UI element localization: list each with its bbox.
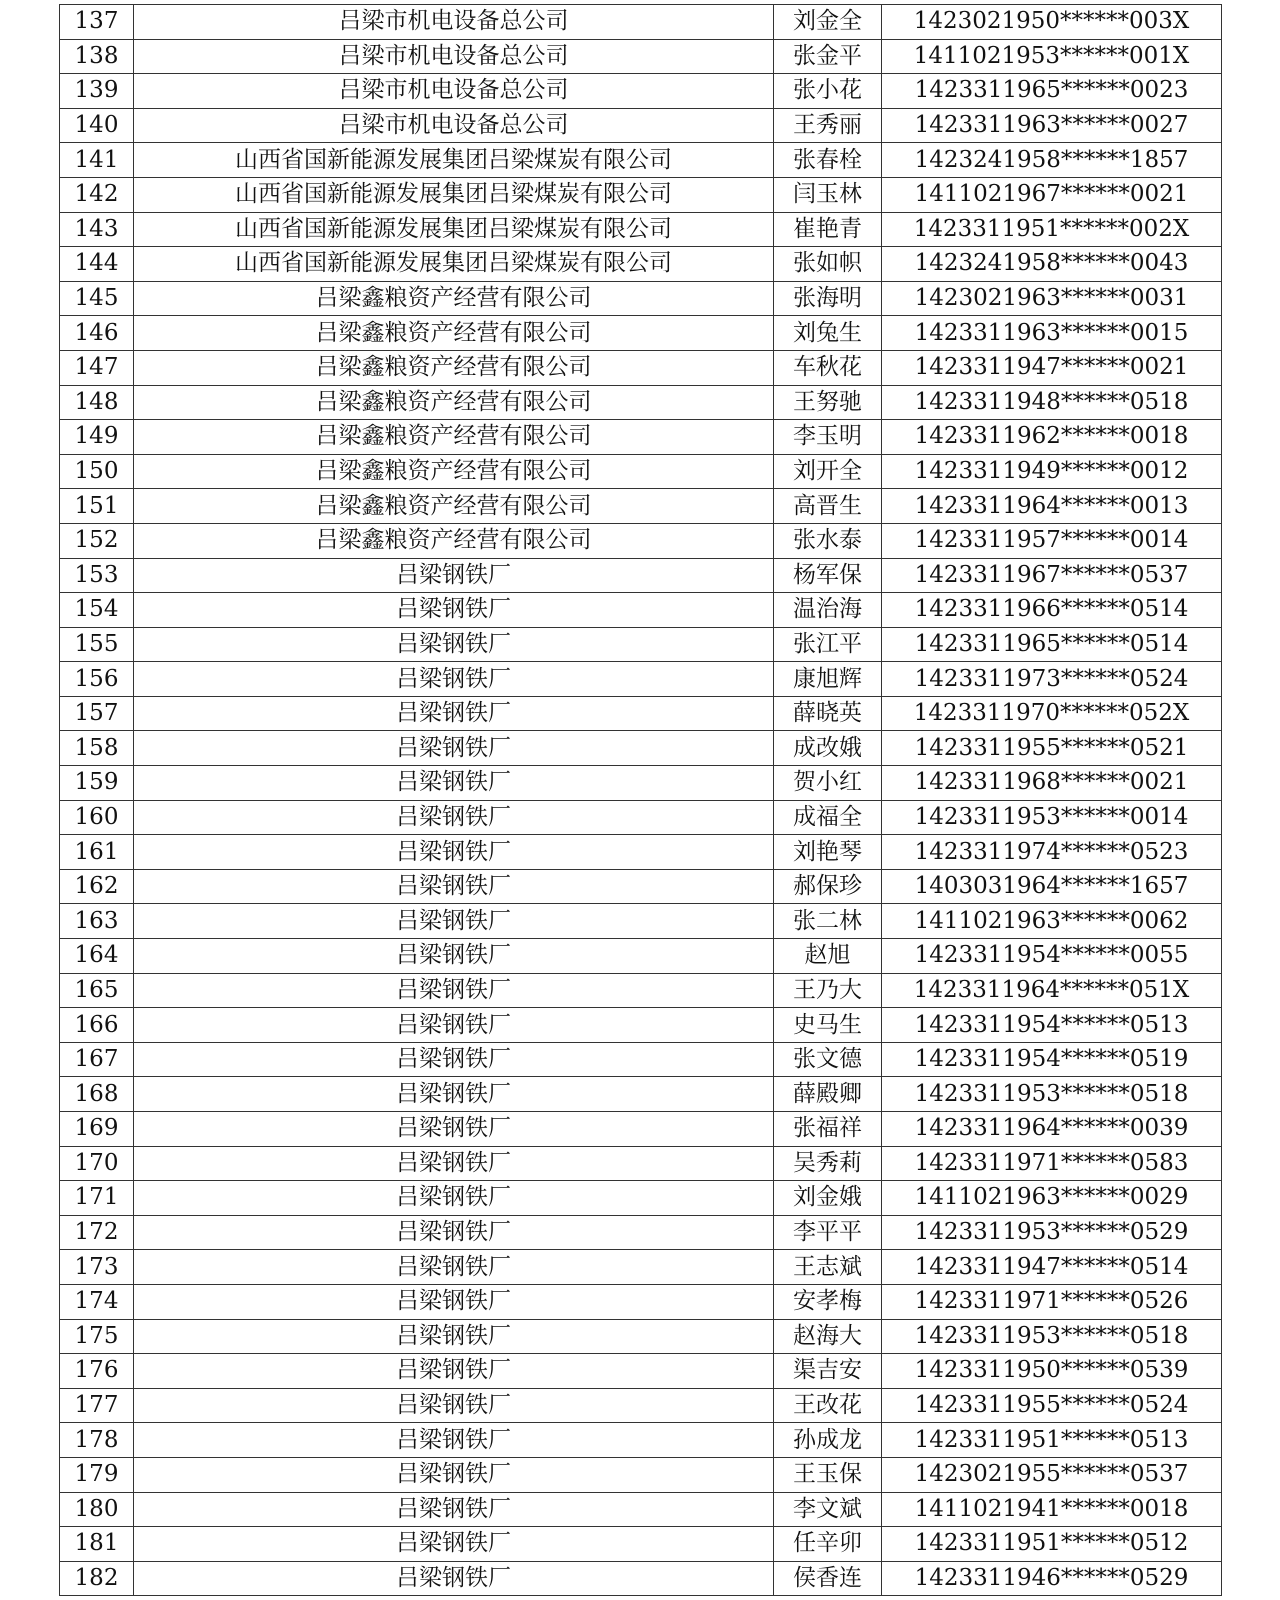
id-number-cell: 1423311947******0021 [882, 350, 1222, 385]
person-name-cell: 安孝梅 [774, 1284, 882, 1319]
table-row [60, 904, 1222, 939]
table-row [60, 1457, 1222, 1492]
table-row [60, 1284, 1222, 1319]
row-number-cell: 141 [60, 143, 134, 178]
id-number-cell: 1423311974******0523 [882, 835, 1222, 870]
row-number-cell: 146 [60, 316, 134, 351]
row-number-cell: 170 [60, 1146, 134, 1181]
id-number-cell: 1411021963******0062 [882, 904, 1222, 939]
person-name-cell: 郝保珍 [774, 869, 882, 904]
unit-name-cell: 吕梁市机电设备总公司 [134, 108, 774, 143]
unit-name-cell: 吕梁钢铁厂 [134, 1319, 774, 1354]
table-row [60, 1354, 1222, 1389]
unit-name-cell: 吕梁鑫粮资产经营有限公司 [134, 523, 774, 558]
id-number-cell: 1411021967******0021 [882, 177, 1222, 212]
unit-name-cell: 吕梁钢铁厂 [134, 696, 774, 731]
table-row [60, 1146, 1222, 1181]
person-name-cell: 张海明 [774, 281, 882, 316]
unit-name-cell: 吕梁钢铁厂 [134, 1388, 774, 1423]
row-number-cell: 172 [60, 1215, 134, 1250]
person-name-cell: 渠吉安 [774, 1354, 882, 1389]
table-row [60, 281, 1222, 316]
row-number-cell: 160 [60, 800, 134, 835]
person-name-cell: 薛殿卿 [774, 1077, 882, 1112]
unit-name-cell: 吕梁钢铁厂 [134, 1561, 774, 1596]
id-number-cell: 1423311957******0014 [882, 523, 1222, 558]
id-number-cell: 1423311963******0027 [882, 108, 1222, 143]
id-number-cell: 1423311953******0014 [882, 800, 1222, 835]
table-row [60, 1527, 1222, 1562]
unit-name-cell: 吕梁钢铁厂 [134, 558, 774, 593]
row-number-cell: 180 [60, 1492, 134, 1527]
table-row [60, 523, 1222, 558]
id-number-cell: 1423311968******0021 [882, 766, 1222, 801]
person-name-cell: 赵旭 [774, 939, 882, 974]
id-number-cell: 1411021941******0018 [882, 1492, 1222, 1527]
unit-name-cell: 吕梁钢铁厂 [134, 1077, 774, 1112]
id-number-cell: 1423311948******0518 [882, 385, 1222, 420]
unit-name-cell: 吕梁鑫粮资产经营有限公司 [134, 385, 774, 420]
row-number-cell: 143 [60, 212, 134, 247]
table-row [60, 143, 1222, 178]
row-number-cell: 164 [60, 939, 134, 974]
unit-name-cell: 吕梁钢铁厂 [134, 1527, 774, 1562]
unit-name-cell: 吕梁钢铁厂 [134, 1250, 774, 1285]
row-number-cell: 182 [60, 1561, 134, 1596]
unit-name-cell: 山西省国新能源发展集团吕梁煤炭有限公司 [134, 177, 774, 212]
id-number-cell: 1423311964******0039 [882, 1112, 1222, 1147]
unit-name-cell: 吕梁钢铁厂 [134, 835, 774, 870]
table-row [60, 420, 1222, 455]
table-row [60, 212, 1222, 247]
person-name-cell: 崔艳青 [774, 212, 882, 247]
person-name-cell: 张福祥 [774, 1112, 882, 1147]
row-number-cell: 138 [60, 39, 134, 74]
unit-name-cell: 吕梁钢铁厂 [134, 973, 774, 1008]
row-number-cell: 168 [60, 1077, 134, 1112]
person-name-cell: 刘开全 [774, 454, 882, 489]
table-row [60, 316, 1222, 351]
id-number-cell: 1423021955******0537 [882, 1457, 1222, 1492]
roster-table [59, 4, 1222, 1596]
row-number-cell: 139 [60, 74, 134, 109]
person-name-cell: 刘金全 [774, 5, 882, 40]
table-row [60, 1423, 1222, 1458]
person-name-cell: 任辛卯 [774, 1527, 882, 1562]
person-name-cell: 高晋生 [774, 489, 882, 524]
person-name-cell: 侯香连 [774, 1561, 882, 1596]
row-number-cell: 148 [60, 385, 134, 420]
id-number-cell: 1423311954******0513 [882, 1008, 1222, 1043]
row-number-cell: 163 [60, 904, 134, 939]
row-number-cell: 156 [60, 662, 134, 697]
row-number-cell: 175 [60, 1319, 134, 1354]
person-name-cell: 车秋花 [774, 350, 882, 385]
unit-name-cell: 吕梁钢铁厂 [134, 766, 774, 801]
unit-name-cell: 吕梁钢铁厂 [134, 1008, 774, 1043]
person-name-cell: 刘艳琴 [774, 835, 882, 870]
unit-name-cell: 山西省国新能源发展集团吕梁煤炭有限公司 [134, 247, 774, 282]
table-row [60, 1112, 1222, 1147]
table-row [60, 627, 1222, 662]
unit-name-cell: 吕梁钢铁厂 [134, 1457, 774, 1492]
person-name-cell: 张如帜 [774, 247, 882, 282]
table-row [60, 350, 1222, 385]
id-number-cell: 1423311966******0514 [882, 593, 1222, 628]
unit-name-cell: 吕梁钢铁厂 [134, 1215, 774, 1250]
table-row [60, 766, 1222, 801]
person-name-cell: 张江平 [774, 627, 882, 662]
row-number-cell: 167 [60, 1042, 134, 1077]
person-name-cell: 王秀丽 [774, 108, 882, 143]
row-number-cell: 144 [60, 247, 134, 282]
id-number-cell: 1423311949******0012 [882, 454, 1222, 489]
unit-name-cell: 吕梁市机电设备总公司 [134, 5, 774, 40]
person-name-cell: 张二林 [774, 904, 882, 939]
person-name-cell: 薛晓英 [774, 696, 882, 731]
person-name-cell: 李平平 [774, 1215, 882, 1250]
id-number-cell: 1423311954******0519 [882, 1042, 1222, 1077]
id-number-cell: 1423311963******0015 [882, 316, 1222, 351]
id-number-cell: 1423311953******0518 [882, 1319, 1222, 1354]
unit-name-cell: 山西省国新能源发展集团吕梁煤炭有限公司 [134, 143, 774, 178]
unit-name-cell: 吕梁钢铁厂 [134, 1181, 774, 1216]
row-number-cell: 152 [60, 523, 134, 558]
unit-name-cell: 吕梁钢铁厂 [134, 1354, 774, 1389]
row-number-cell: 179 [60, 1457, 134, 1492]
person-name-cell: 史马生 [774, 1008, 882, 1043]
person-name-cell: 赵海大 [774, 1319, 882, 1354]
row-number-cell: 177 [60, 1388, 134, 1423]
id-number-cell: 1423311953******0529 [882, 1215, 1222, 1250]
row-number-cell: 181 [60, 1527, 134, 1562]
person-name-cell: 成改娥 [774, 731, 882, 766]
unit-name-cell: 吕梁钢铁厂 [134, 593, 774, 628]
id-number-cell: 1423311964******0013 [882, 489, 1222, 524]
row-number-cell: 171 [60, 1181, 134, 1216]
id-number-cell: 1423311950******0539 [882, 1354, 1222, 1389]
unit-name-cell: 山西省国新能源发展集团吕梁煤炭有限公司 [134, 212, 774, 247]
unit-name-cell: 吕梁市机电设备总公司 [134, 39, 774, 74]
table-row [60, 74, 1222, 109]
id-number-cell: 1423311951******0513 [882, 1423, 1222, 1458]
row-number-cell: 165 [60, 973, 134, 1008]
person-name-cell: 孙成龙 [774, 1423, 882, 1458]
person-name-cell: 成福全 [774, 800, 882, 835]
unit-name-cell: 吕梁钢铁厂 [134, 1284, 774, 1319]
unit-name-cell: 吕梁鑫粮资产经营有限公司 [134, 454, 774, 489]
unit-name-cell: 吕梁市机电设备总公司 [134, 74, 774, 109]
unit-name-cell: 吕梁钢铁厂 [134, 939, 774, 974]
table-row [60, 1042, 1222, 1077]
id-number-cell: 1423021963******0031 [882, 281, 1222, 316]
table-row [60, 1492, 1222, 1527]
id-number-cell: 1423311965******0514 [882, 627, 1222, 662]
person-name-cell: 张水泰 [774, 523, 882, 558]
unit-name-cell: 吕梁钢铁厂 [134, 627, 774, 662]
person-name-cell: 杨军保 [774, 558, 882, 593]
table-row [60, 662, 1222, 697]
person-name-cell: 闫玉林 [774, 177, 882, 212]
id-number-cell: 1423311971******0583 [882, 1146, 1222, 1181]
person-name-cell: 王玉保 [774, 1457, 882, 1492]
person-name-cell: 吴秀莉 [774, 1146, 882, 1181]
id-number-cell: 1423311964******051X [882, 973, 1222, 1008]
id-number-cell: 1423311946******0529 [882, 1561, 1222, 1596]
unit-name-cell: 吕梁钢铁厂 [134, 869, 774, 904]
roster-sheet [59, 4, 1221, 1596]
unit-name-cell: 吕梁鑫粮资产经营有限公司 [134, 350, 774, 385]
row-number-cell: 162 [60, 869, 134, 904]
table-row [60, 1008, 1222, 1043]
row-number-cell: 154 [60, 593, 134, 628]
unit-name-cell: 吕梁鑫粮资产经营有限公司 [134, 316, 774, 351]
table-row [60, 385, 1222, 420]
table-row [60, 1250, 1222, 1285]
table-row [60, 5, 1222, 40]
row-number-cell: 161 [60, 835, 134, 870]
table-row [60, 1181, 1222, 1216]
row-number-cell: 153 [60, 558, 134, 593]
unit-name-cell: 吕梁钢铁厂 [134, 662, 774, 697]
unit-name-cell: 吕梁钢铁厂 [134, 1423, 774, 1458]
id-number-cell: 1423311970******052X [882, 696, 1222, 731]
unit-name-cell: 吕梁鑫粮资产经营有限公司 [134, 420, 774, 455]
table-row [60, 1388, 1222, 1423]
person-name-cell: 张金平 [774, 39, 882, 74]
person-name-cell: 刘兔生 [774, 316, 882, 351]
table-row [60, 869, 1222, 904]
person-name-cell: 贺小红 [774, 766, 882, 801]
table-row [60, 489, 1222, 524]
row-number-cell: 145 [60, 281, 134, 316]
unit-name-cell: 吕梁钢铁厂 [134, 1112, 774, 1147]
row-number-cell: 151 [60, 489, 134, 524]
table-row [60, 1319, 1222, 1354]
person-name-cell: 李文斌 [774, 1492, 882, 1527]
unit-name-cell: 吕梁钢铁厂 [134, 1146, 774, 1181]
id-number-cell: 1423241958******1857 [882, 143, 1222, 178]
row-number-cell: 157 [60, 696, 134, 731]
row-number-cell: 178 [60, 1423, 134, 1458]
table-row [60, 696, 1222, 731]
row-number-cell: 147 [60, 350, 134, 385]
table-row [60, 1077, 1222, 1112]
row-number-cell: 173 [60, 1250, 134, 1285]
id-number-cell: 1423311954******0055 [882, 939, 1222, 974]
table-row [60, 800, 1222, 835]
row-number-cell: 142 [60, 177, 134, 212]
unit-name-cell: 吕梁钢铁厂 [134, 904, 774, 939]
id-number-cell: 1423311951******002X [882, 212, 1222, 247]
person-name-cell: 王乃大 [774, 973, 882, 1008]
person-name-cell: 王改花 [774, 1388, 882, 1423]
row-number-cell: 140 [60, 108, 134, 143]
unit-name-cell: 吕梁钢铁厂 [134, 800, 774, 835]
table-row [60, 939, 1222, 974]
person-name-cell: 温治海 [774, 593, 882, 628]
unit-name-cell: 吕梁鑫粮资产经营有限公司 [134, 489, 774, 524]
table-row [60, 973, 1222, 1008]
row-number-cell: 176 [60, 1354, 134, 1389]
table-row [60, 39, 1222, 74]
row-number-cell: 150 [60, 454, 134, 489]
table-row [60, 454, 1222, 489]
table-row [60, 835, 1222, 870]
table-row [60, 1561, 1222, 1596]
table-row [60, 558, 1222, 593]
id-number-cell: 1423311953******0518 [882, 1077, 1222, 1112]
table-row [60, 177, 1222, 212]
row-number-cell: 158 [60, 731, 134, 766]
id-number-cell: 1423311951******0512 [882, 1527, 1222, 1562]
row-number-cell: 174 [60, 1284, 134, 1319]
table-row [60, 593, 1222, 628]
person-name-cell: 康旭辉 [774, 662, 882, 697]
table-row [60, 108, 1222, 143]
id-number-cell: 1411021953******001X [882, 39, 1222, 74]
id-number-cell: 1423311947******0514 [882, 1250, 1222, 1285]
id-number-cell: 1423311967******0537 [882, 558, 1222, 593]
person-name-cell: 王志斌 [774, 1250, 882, 1285]
id-number-cell: 1423311971******0526 [882, 1284, 1222, 1319]
unit-name-cell: 吕梁鑫粮资产经营有限公司 [134, 281, 774, 316]
table-row [60, 731, 1222, 766]
row-number-cell: 166 [60, 1008, 134, 1043]
id-number-cell: 1423311955******0524 [882, 1388, 1222, 1423]
id-number-cell: 1411021963******0029 [882, 1181, 1222, 1216]
person-name-cell: 王努驰 [774, 385, 882, 420]
row-number-cell: 169 [60, 1112, 134, 1147]
roster-table-body [60, 5, 1222, 1596]
id-number-cell: 1403031964******1657 [882, 869, 1222, 904]
person-name-cell: 张小花 [774, 74, 882, 109]
table-row [60, 1215, 1222, 1250]
id-number-cell: 1423021950******003X [882, 5, 1222, 40]
unit-name-cell: 吕梁钢铁厂 [134, 1492, 774, 1527]
person-name-cell: 张春栓 [774, 143, 882, 178]
row-number-cell: 137 [60, 5, 134, 40]
id-number-cell: 1423311973******0524 [882, 662, 1222, 697]
person-name-cell: 李玉明 [774, 420, 882, 455]
id-number-cell: 1423311965******0023 [882, 74, 1222, 109]
id-number-cell: 1423311955******0521 [882, 731, 1222, 766]
row-number-cell: 149 [60, 420, 134, 455]
person-name-cell: 张文德 [774, 1042, 882, 1077]
id-number-cell: 1423311962******0018 [882, 420, 1222, 455]
table-row [60, 247, 1222, 282]
unit-name-cell: 吕梁钢铁厂 [134, 1042, 774, 1077]
id-number-cell: 1423241958******0043 [882, 247, 1222, 282]
row-number-cell: 155 [60, 627, 134, 662]
row-number-cell: 159 [60, 766, 134, 801]
unit-name-cell: 吕梁钢铁厂 [134, 731, 774, 766]
person-name-cell: 刘金娥 [774, 1181, 882, 1216]
